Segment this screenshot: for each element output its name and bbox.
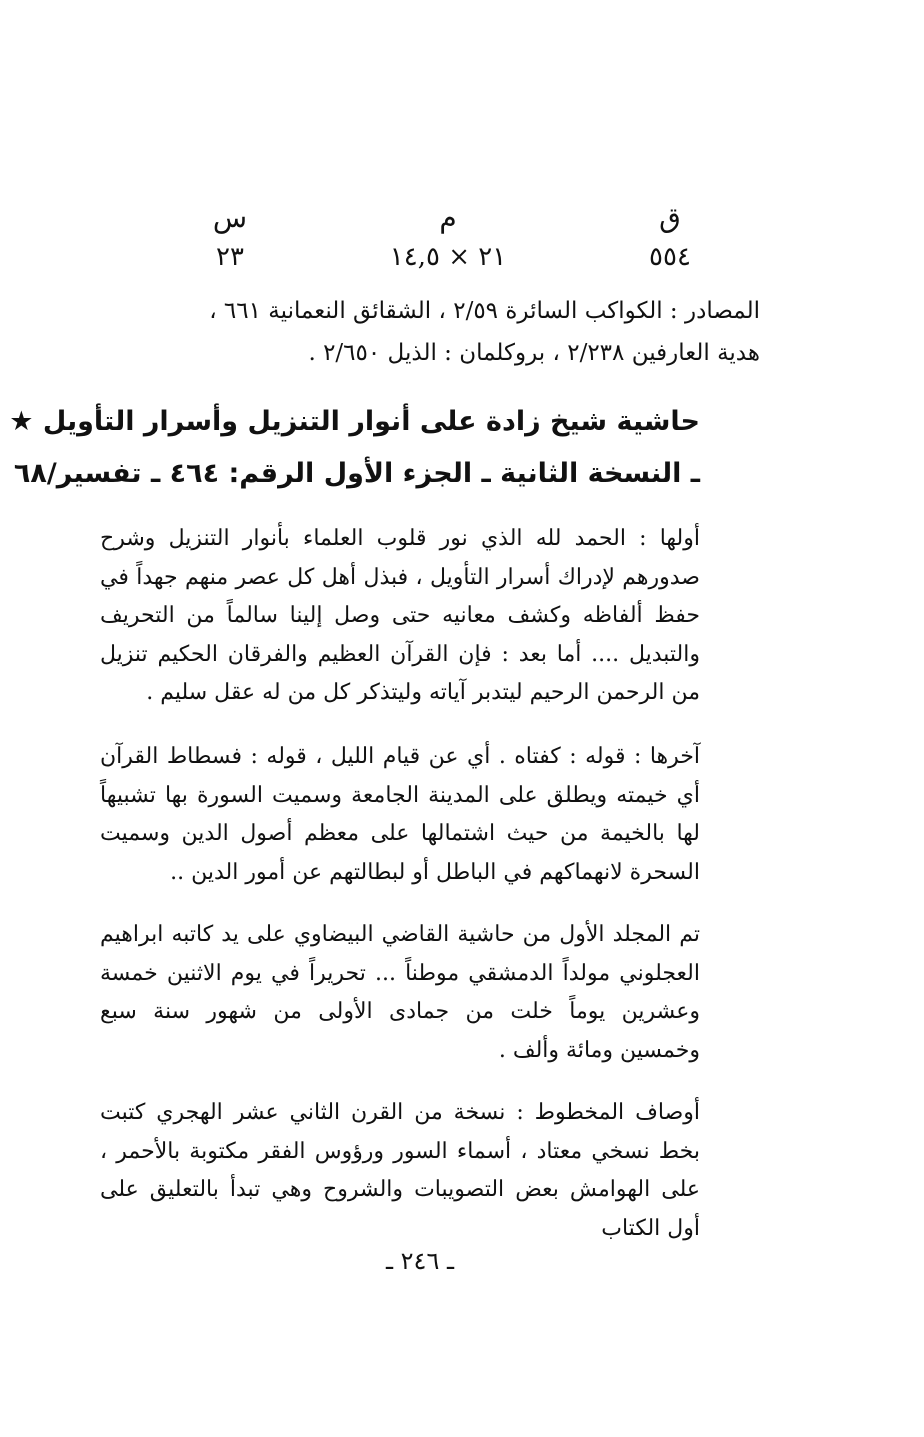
spec-folios: [590, 198, 750, 276]
sources-line-1: المصادر : الكواكب السائرة ٢/٥٩ ، الشقائق النعمانية ٦٦١ ،: [209, 298, 760, 324]
sources-block: [100, 290, 760, 374]
spec-folios-label: ق: [659, 201, 681, 234]
manuscript-specs: [150, 198, 710, 278]
description-paragraph: أوصاف المخطوط : نسخة من القرن الثاني عشر الهجري كتبت بخط نسخي معتاد ، أسماء السور ورؤوس الفقر مكتوبة بالأحمر ، على الهوامش بعض التصويبات والشروح وهي تبدأ بالتعليق على أول الكتاب: [100, 1100, 700, 1241]
page-number: ـ ٢٤٦ ـ: [385, 1247, 454, 1275]
spec-folios-value: ٥٥٤: [649, 242, 691, 272]
incipit-paragraph: أولها : الحمد لله الذي نور قلوب العلماء بأنوار التنزيل وشرح صدورهم لإدراك أسرار التأويل ، فبذل أهل كل عصر منهم جهداً في حفظ ألفاظه وكشف معانيه حتى وصل إلينا سالماً من التحريف والتبديل .... أما بعد : فإن القرآن العظيم والفرقان الحكيم تنزيل من الرحمن الرحيم ليتدبر آياته وليتذكر كل من له عقل سليم .: [100, 526, 700, 705]
spec-dimensions: [368, 198, 528, 276]
sources-line-2: هدية العارفين ٢/٢٣٨ ، بروكلمان : الذيل ٢/٦٥٠ .: [308, 340, 760, 366]
entry-title: [9, 396, 700, 500]
colophon-paragraph: تم المجلد الأول من حاشية القاضي البيضاوي على يد كاتبه ابراهيم العجلوني مولداً الدمشقي موطناً ... تحريراً في يوم الاثنين خمسة وعشرين يوماً خلت من جمادى الأولى من شهور سنة سبع وخمسين ومائة وألف .: [100, 922, 700, 1063]
spec-lines-label: س: [212, 201, 248, 234]
spec-lines: [150, 198, 310, 276]
spec-lines-value: ٢٣: [216, 242, 244, 272]
spec-dimensions-value: ٢١ × ١٤,٥: [389, 242, 507, 272]
entry-title-line-1: حاشية شيخ زادة على أنوار التنزيل وأسرار التأويل ★: [9, 406, 700, 437]
spec-dimensions-label: م: [439, 201, 457, 234]
explicit-paragraph: آخرها : قوله : كفتاه . أي عن قيام الليل ، قوله : فسطاط القرآن أي خيمته ويطلق على المدينة الجامعة وسميت السورة بها تشبيهاً لها بالخيمة من حيث اشتمالها على معظم أصول الدين وسميت السحرة لانهماكهم في الباطل أو لبطالتهم عن أمور الدين ..: [100, 744, 700, 885]
entry-title-line-2: ـ النسخة الثانية ـ الجزء الأول الرقم: ٤٦٤ ـ تفسير/٦٨: [13, 458, 700, 489]
